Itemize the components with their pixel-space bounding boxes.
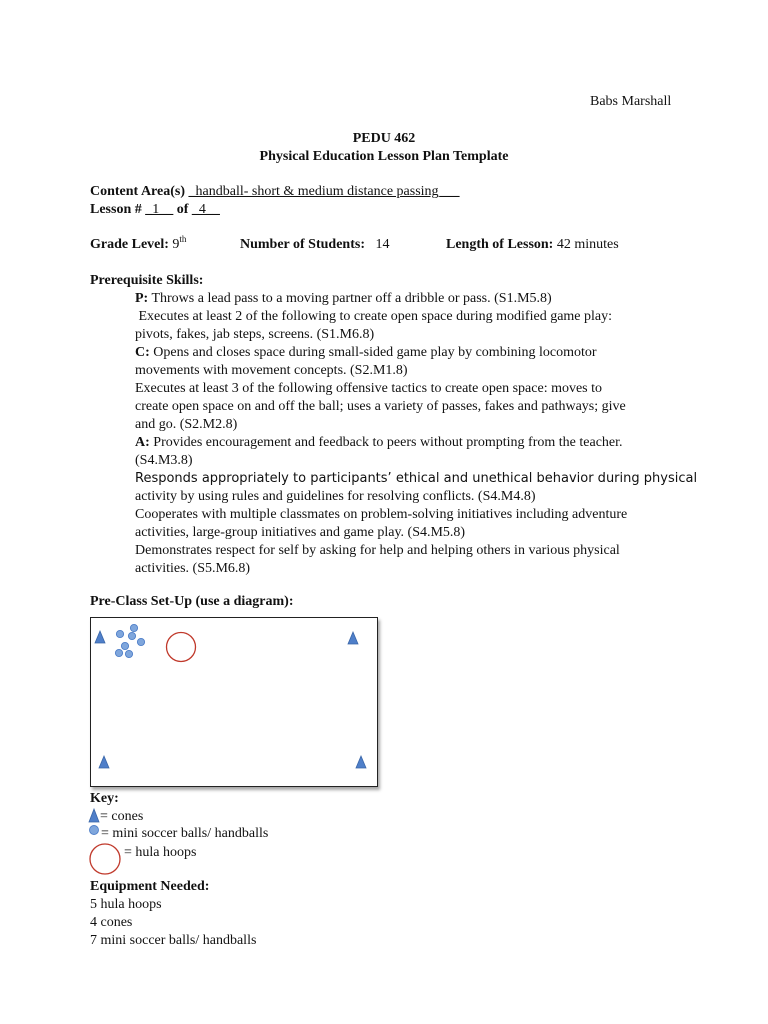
prereq-line (135, 398, 626, 416)
length-of-lesson (446, 236, 619, 254)
setup-diagram (90, 617, 378, 787)
hoop-key-icon (89, 843, 123, 877)
course-code: PEDU 462 (352, 131, 416, 146)
prereq-domain-label: A: (135, 435, 150, 450)
prereq-text: Provides encouragement and feedback to peers without prompting from the teacher. (149, 435, 623, 450)
prereq-line (135, 434, 623, 452)
prereq-text: and go. (S2.M2.8) (135, 417, 238, 432)
number-of-students (240, 236, 389, 254)
prereq-text: Responds appropriately to participants’ ethical and unethical behavior during physical (135, 471, 698, 486)
prereq-text: movements with movement concepts. (S2.M1.8) (135, 363, 408, 378)
length-value: 42 minutes (556, 237, 619, 252)
setup-heading: Pre-Class Set-Up (use a diagram): (90, 594, 294, 609)
key-cones: = cones (100, 809, 144, 824)
prereq-text: Executes at least 3 of the following offensive tactics to create open space: moves to (135, 381, 603, 396)
prereq-line (135, 344, 597, 362)
ball-key-icon (88, 824, 102, 838)
prereq-text: Executes at least 2 of the following to create open space during modified game play: (135, 309, 613, 324)
prereq-line (135, 290, 552, 308)
prereq-line (135, 416, 237, 434)
length-label: Length of Lesson: (446, 237, 554, 252)
prereq-text: create open space on and off the ball; uses a variety of passes, fakes and pathways; give (135, 399, 626, 414)
lesson-number: _1__ (145, 202, 174, 217)
key-heading: Key: (90, 791, 119, 806)
prereq-text: pivots, fakes, jab steps, screens. (S1.M6.8) (135, 327, 375, 342)
prereq-text: Opens and closes space during small-sided game play by combining locomotor (149, 345, 597, 360)
ball-icon (130, 624, 137, 631)
prereq-text: Demonstrates respect for self by asking for help and helping others in various physical (135, 543, 620, 558)
lesson-label: Lesson # (90, 202, 142, 217)
prereq-line (135, 470, 697, 488)
ball-icon (115, 649, 122, 656)
prereq-line (135, 308, 612, 326)
grade-value: 9 (172, 237, 180, 252)
cone-icon (348, 632, 358, 644)
content-area-row (90, 183, 460, 201)
lesson-row (90, 201, 220, 219)
cone-icon (95, 631, 105, 643)
prereq-line (135, 380, 602, 398)
lesson-total: _4__ (191, 202, 220, 217)
prereq-text: activity by using rules and guidelines for resolving conflicts. (S4.M4.8) (135, 489, 536, 504)
prereq-domain-label: P: (135, 291, 149, 306)
prereq-text: Cooperates with multiple classmates on problem-solving initiatives including adventure (135, 507, 628, 522)
prereq-text: activities, large-group initiatives and game play. (S4.M5.8) (135, 525, 466, 540)
prereq-text: Throws a lead pass to a moving partner off a dribble or pass. (S1.M5.8) (148, 291, 552, 306)
prereq-line (135, 452, 193, 470)
key-balls: = mini soccer balls/ handballs (101, 826, 269, 841)
prereq-line (135, 326, 374, 344)
prereq-line (135, 488, 536, 506)
prereq-line (135, 506, 627, 524)
equipment-item: 4 cones (90, 915, 133, 930)
ball-icon (116, 630, 123, 637)
prereq-text: activities. (S5.M6.8) (135, 561, 251, 576)
prereq-domain-label: C: (135, 345, 150, 360)
students-value: 14 (375, 237, 390, 252)
content-area-label: Content Area(s) (90, 184, 186, 199)
ball-icon (121, 642, 128, 649)
equipment-item: 7 mini soccer balls/ handballs (90, 933, 257, 948)
ball-icon (128, 632, 135, 639)
prereq-line (135, 362, 408, 380)
prereq-line (135, 560, 250, 578)
students-label: Number of Students: (240, 237, 365, 252)
ball-icon (137, 638, 144, 645)
prereq-line (135, 542, 620, 560)
equipment-heading: Equipment Needed: (90, 879, 210, 894)
hoop-icon (167, 633, 196, 662)
content-area-value: _handball- short & medium distance passing___ (188, 184, 460, 199)
equipment-item: 5 hula hoops (90, 897, 162, 912)
prereq-line (135, 524, 465, 542)
grade-level (90, 236, 186, 254)
prereq-text: (S4.M3.8) (135, 453, 193, 468)
grade-label: Grade Level: (90, 237, 169, 252)
cone-icon (356, 756, 366, 768)
author-name: Babs Marshall (590, 94, 672, 109)
lesson-of: of (176, 202, 189, 217)
ball-icon (125, 650, 132, 657)
template-title: Physical Education Lesson Plan Template (259, 149, 509, 164)
grade-suffix: th (179, 234, 187, 244)
cone-icon (99, 756, 109, 768)
prereq-heading: Prerequisite Skills: (90, 273, 204, 288)
key-hoops: = hula hoops (124, 845, 197, 860)
